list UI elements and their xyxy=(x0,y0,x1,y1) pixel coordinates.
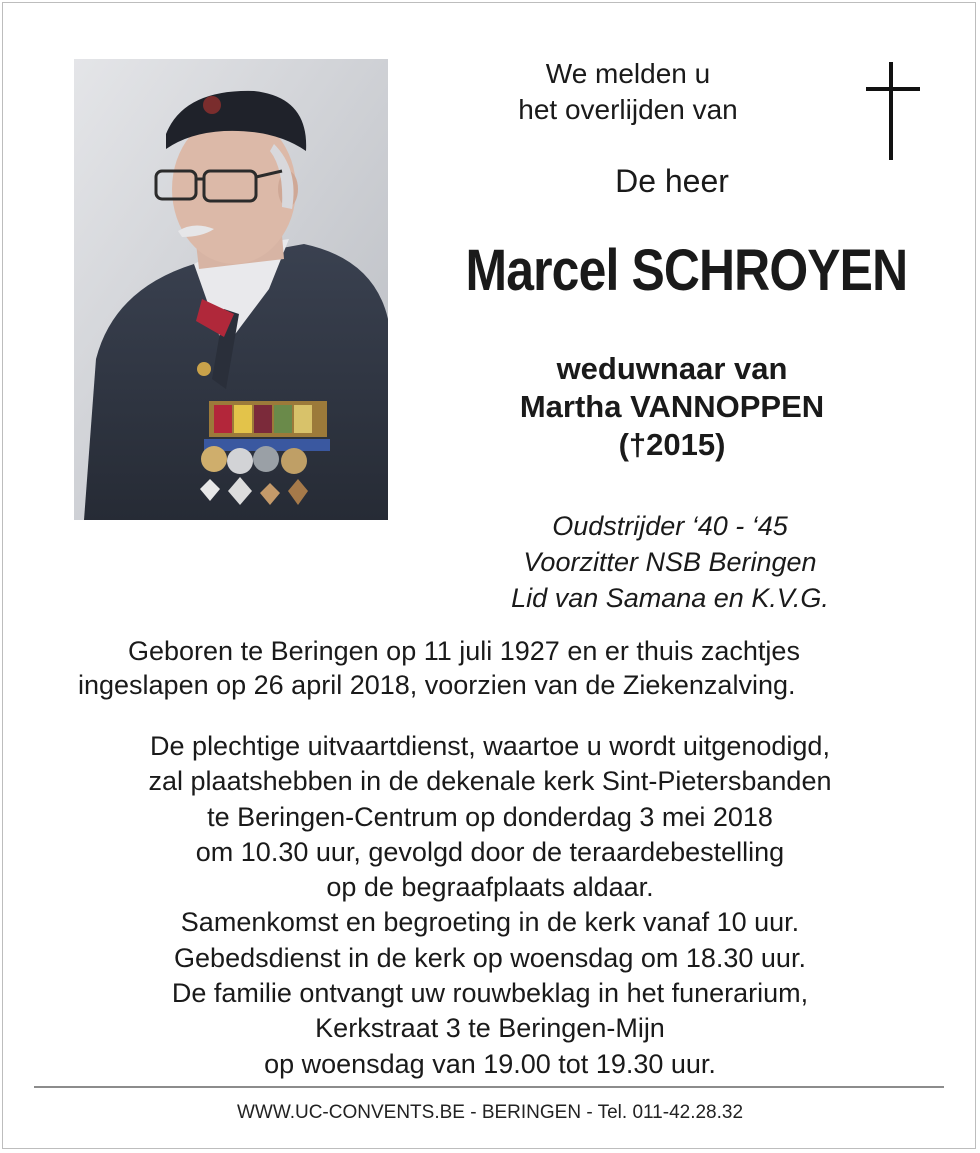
service-line: op de begraafplaats aldaar. xyxy=(326,872,654,903)
deceased-name: Marcel SCHROYEN xyxy=(465,238,908,303)
title-line: Voorzitter NSB Beringen xyxy=(523,547,817,577)
service-line: De plechtige uitvaartdienst, waartoe u wordt uitgenodigd, xyxy=(150,731,830,761)
service-line: te Beringen-Centrum op donderdag 3 mei 2018 xyxy=(207,801,773,832)
service-line: op woensdag van 19.00 tot 19.30 uur. xyxy=(264,1048,716,1079)
spouse-line-1: weduwnaar van xyxy=(556,351,788,386)
birth-paragraph xyxy=(40,634,940,702)
birth-line-1: Geboren te Beringen op 11 juli 1927 en er thuis zachtjes xyxy=(128,636,800,666)
birth-line-2: ingeslapen op 26 april 2018, voorzien van de Ziekenzalving. xyxy=(78,670,796,700)
service-paragraph xyxy=(40,729,940,1082)
title-line: Lid van Samana en K.V.G. xyxy=(511,583,829,613)
title-line: Oudstrijder ‘40 - ‘45 xyxy=(552,511,788,541)
service-line: Kerkstraat 3 te Beringen-Mijn xyxy=(315,1013,665,1044)
service-line: zal plaatshebben in de dekenale kerk Sint-Pietersbanden xyxy=(148,766,832,797)
spouse-name: Martha VANNOPPEN xyxy=(519,389,825,424)
cross-icon xyxy=(862,62,924,160)
service-line: Samenkomst en begroeting in de kerk vanaf 10 uur. xyxy=(180,907,800,938)
service-line: De familie ontvangt uw rouwbeklag in het funerarium, xyxy=(171,978,809,1009)
footer-contact: WWW.UC-CONVENTS.BE - BERINGEN - Tel. 011-42.28.32 xyxy=(236,1102,744,1123)
spouse-death-year: (†2015) xyxy=(618,427,726,462)
titles-block xyxy=(450,508,890,616)
portrait-photo xyxy=(74,59,388,520)
service-line: Gebedsdienst in de kerk op woensdag om 18.30 uur. xyxy=(174,942,806,973)
service-line: om 10.30 uur, gevolgd door de teraardebestelling xyxy=(195,836,785,867)
announcement-intro xyxy=(480,56,776,128)
intro-line-2: het overlijden van xyxy=(518,94,738,125)
portrait-illustration xyxy=(74,59,388,520)
spouse-block xyxy=(440,350,904,464)
honorific: De heer xyxy=(615,163,729,199)
footer-divider xyxy=(34,1086,944,1088)
intro-line-1: We melden u xyxy=(545,58,711,89)
